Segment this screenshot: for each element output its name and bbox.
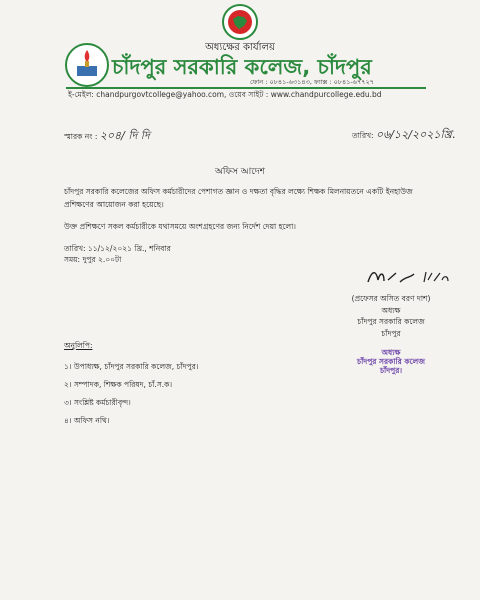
stamp-place: চাঁদপুর। <box>379 366 403 375</box>
signatory-place: চাঁদপুর <box>381 328 401 338</box>
memo-date <box>352 126 455 145</box>
signatory-designation: অধ্যক্ষ <box>381 305 401 315</box>
cc-item: ৪। অফিস নথি। <box>64 416 110 425</box>
memo-label: স্মারক নং <box>64 132 93 141</box>
government-seal-icon <box>222 4 258 40</box>
notice-paragraph-2: উক্ত প্রশিক্ষণে সকল কর্মচারীকে যথাসময়ে অংশগ্রহণের জন্য নির্দেশ দেয়া হলো। <box>64 222 296 231</box>
header-divider <box>66 87 426 89</box>
memo-date-value: ০৬/১২/২০২১খ্রি. <box>375 128 456 141</box>
training-schedule <box>64 243 171 265</box>
memo-value: ২০৪/ দি দি <box>99 129 150 142</box>
contact-line <box>68 90 382 102</box>
college-logo-icon <box>64 42 110 88</box>
cc-item: ২। সম্পাদক, শিক্ষক পরিষদ, চাঁ.স.ক। <box>64 380 173 389</box>
office-title: অধ্যক্ষের কার্যালয় <box>205 42 275 53</box>
cc-item: ৩। সংশ্লিষ্ট কর্মচারীবৃন্দ। <box>64 398 131 407</box>
handwritten-signature-icon <box>366 268 450 286</box>
website-label: , ওয়েব সাইট : <box>224 90 269 99</box>
cc-list <box>64 362 199 434</box>
notice-title: অফিস আদেশ <box>215 167 265 177</box>
training-time: সময়: দুপুর ২.০০টা <box>64 255 122 264</box>
website: www.chandpurcollege.edu.bd <box>270 90 382 99</box>
phone-fax: ফোন : ০৮৪১-৬৩১৪৩, ফ্যাক্স : ০৮৪১-৬৭৭২৭ <box>250 78 374 86</box>
signatory-college: চাঁদপুর সরকারি কলেজ <box>357 317 425 326</box>
memo-number: স্মারক নং : ২০৪/ দি দি <box>64 129 150 142</box>
official-stamp <box>322 348 460 375</box>
signatory-name: (প্রফেসর অসিত বরণ দাশ) <box>351 294 431 303</box>
cc-title: অনুলিপি: <box>64 341 93 350</box>
email-label: ই-মেইল: <box>68 90 94 99</box>
stamp-college: চাঁদপুর সরকারি কলেজ <box>357 357 425 366</box>
training-date: তারিখ: ১১/১২/২০২১ খ্রি., শনিবার <box>64 244 171 253</box>
memo-date-label: তারিখ: <box>352 131 374 140</box>
cc-item: ১। উপাধ্যক্ষ, চাঁদপুর সরকারি কলেজ, চাঁদপুর। <box>64 362 199 371</box>
college-name: চাঁদপুর সরকারি কলেজ, চাঁদপুর <box>112 55 372 79</box>
signature-block <box>330 293 452 339</box>
notice-paragraph-1: চাঁদপুর সরকারি কলেজের অফিস কর্মচারীদের পেশাগত জ্ঞান ও দক্ষতা বৃদ্ধির লক্ষ্যে শিক্ষক মিলনায়তনে একটি ইনহাউজ প্রশিক্ষণের আয়োজন করা হয়েছে। <box>64 187 413 209</box>
email: chandpurgovtcollege@yahoo.com <box>96 90 225 99</box>
stamp-title: অধ্যক্ষ <box>381 348 401 357</box>
